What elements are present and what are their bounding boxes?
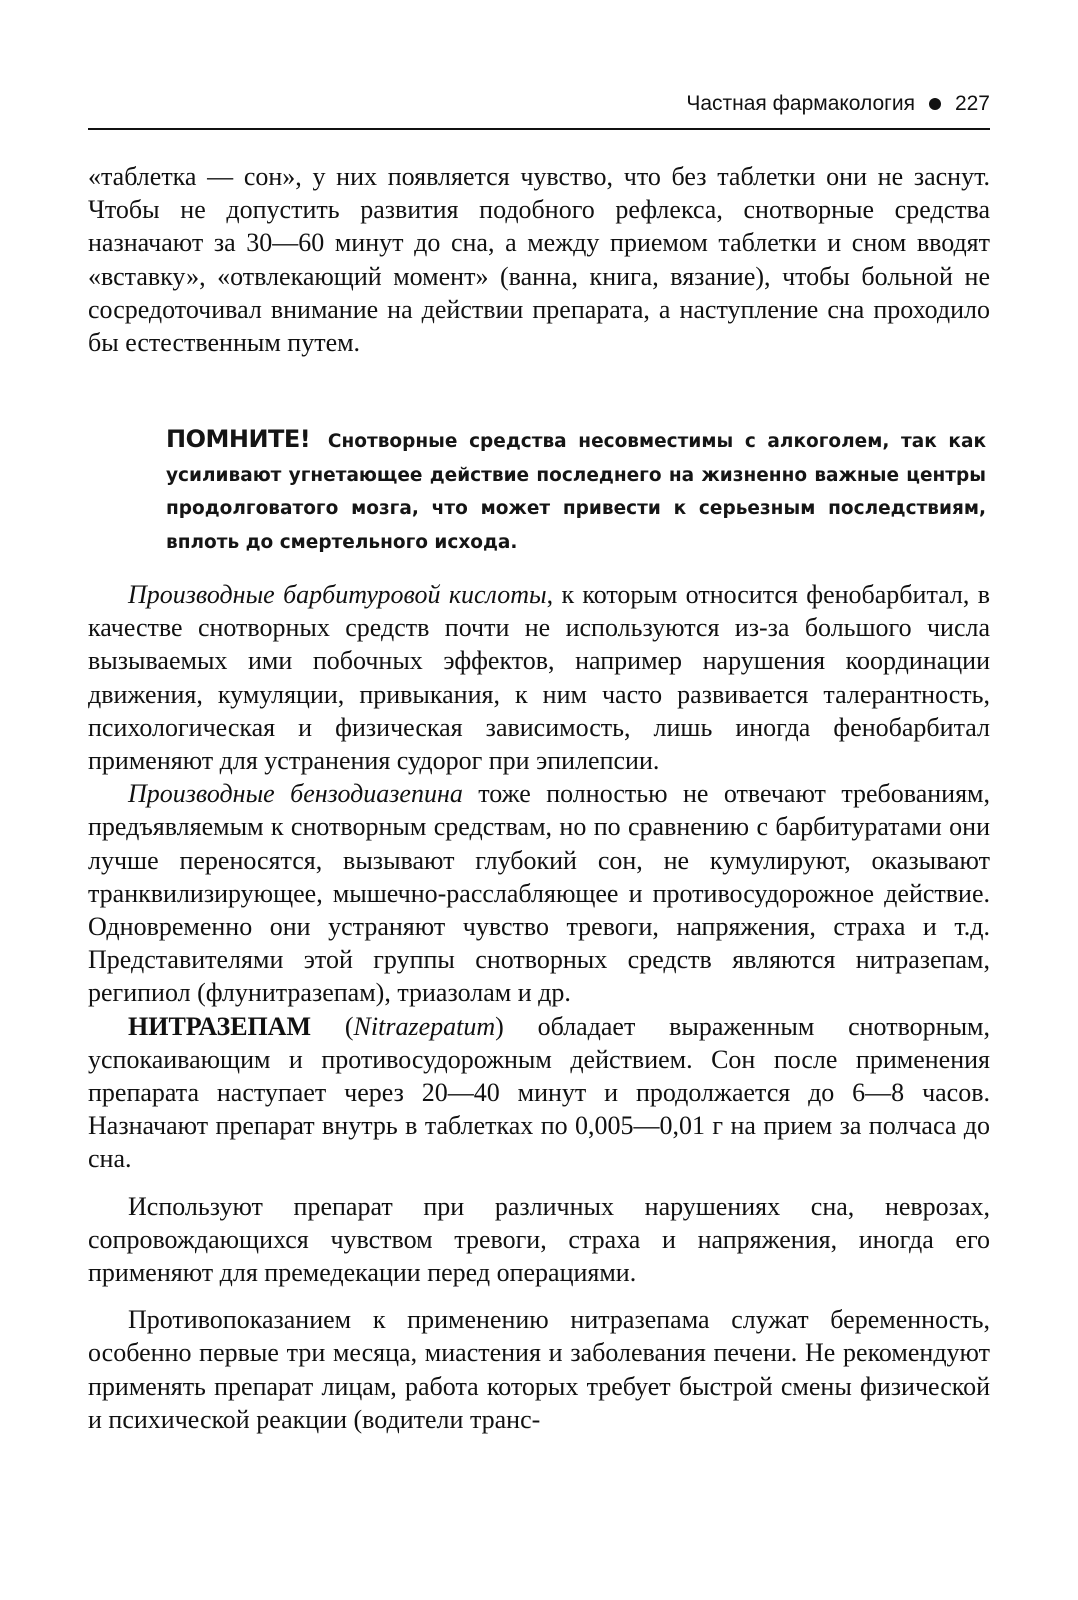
page-number: 227: [954, 92, 990, 115]
main-text-block: [88, 578, 990, 1436]
intro-paragraph-block: [88, 160, 990, 359]
remember-text: Снотворные средства несовместимы с алкоголем, так как усиливают угнетающее действие последнего на жизненно важные центры продолговатого мозга, что может привести к серьезным последствиям, вплоть до смертельного исхода.: [166, 431, 986, 553]
nitrazepam-name: НИТРАЗЕПАМ: [128, 1011, 312, 1041]
barbiturates-paragraph: [88, 578, 990, 777]
nitrazepam-latin: Nitrazepatum: [353, 1011, 496, 1041]
barbiturates-term: Производные барбитуровой кислоты: [128, 580, 547, 609]
remember-label: ПОМНИТЕ!: [166, 425, 311, 453]
benzodiazepines-term: Производные бензодиазепина: [128, 779, 463, 809]
section-title: Частная фармакология: [686, 92, 915, 115]
benzodiazepines-paragraph: [88, 777, 990, 1009]
usage-paragraph: Используют препарат при различных нарушениях сна, неврозах, сопровождающихся чувством тревоги, страха и напряжения, иногда его применяют для премедекации перед операциями.: [88, 1191, 990, 1288]
bullet-separator-icon: [929, 98, 941, 110]
remember-box: [166, 423, 986, 559]
barbiturates-text: , к которым относится фенобарбитал, в качестве снотворных средств почти не используются из-за большого числа вызываемых ими побочных эффектов, например нарушения координации движения, кумуляции, привыкания, к ним часто развивается талерантность, психологическая и физическая зависимость, лишь иногда фенобарбитал применяют для устранения судорог при эпилепсии.: [88, 580, 991, 776]
intro-paragraph: «таблетка — сон», у них появляется чувство, что без таблетки они не заснут. Чтобы не допустить развития подобного рефлекса, снотворные средства назначают за 30—60 минут до сна, а между приемом таблетки и сном вводят «вставку», «отвлекающий момент» (ванна, книга, вязание), чтобы больной не сосредоточивал внимание на действии препарата, а наступление сна проходило бы естественным путем.: [88, 162, 990, 358]
nitrazepam-paragraph: [88, 1010, 990, 1176]
nitrazepam-open-paren: (: [311, 1011, 354, 1041]
running-head: [686, 89, 990, 119]
benzodiazepines-text: тоже полностью не отвечают требованиям, предъявляемым к снотворным средствам, но по сравнению с барбитуратами они лучше переносятся, вызывают глубокий сон, не кумулируют, оказывают транквилизирующее, мышечно-расслабляющее и противосудорожное действие. Одновременно они устраняют чувство тревоги, напряжения, страха и т.д. Представителями этой группы снотворных средств являются нитразепам, регипиол (флунитразепам), триазолам и др.: [88, 779, 990, 1008]
contraindications-paragraph: Противопоказанием к применению нитразепама служат беременность, особенно первые три месяца, миастения и заболевания печени. Не рекомендуют применять препарат лицам, работа которых требует быстрой смены физической и психической реакции (водители транс-: [88, 1305, 990, 1434]
header-rule: [88, 128, 990, 130]
nitrazepam-text: ) обладает выраженным снотворным, успокаивающим и противосудорожным действием. Сон после применения препарата наступает через 20—40 минут и продолжается до 6—8 часов. Назначают препарат внутрь в таблетках по 0,005—0,01 г на прием за полчаса до сна.: [88, 1011, 990, 1174]
